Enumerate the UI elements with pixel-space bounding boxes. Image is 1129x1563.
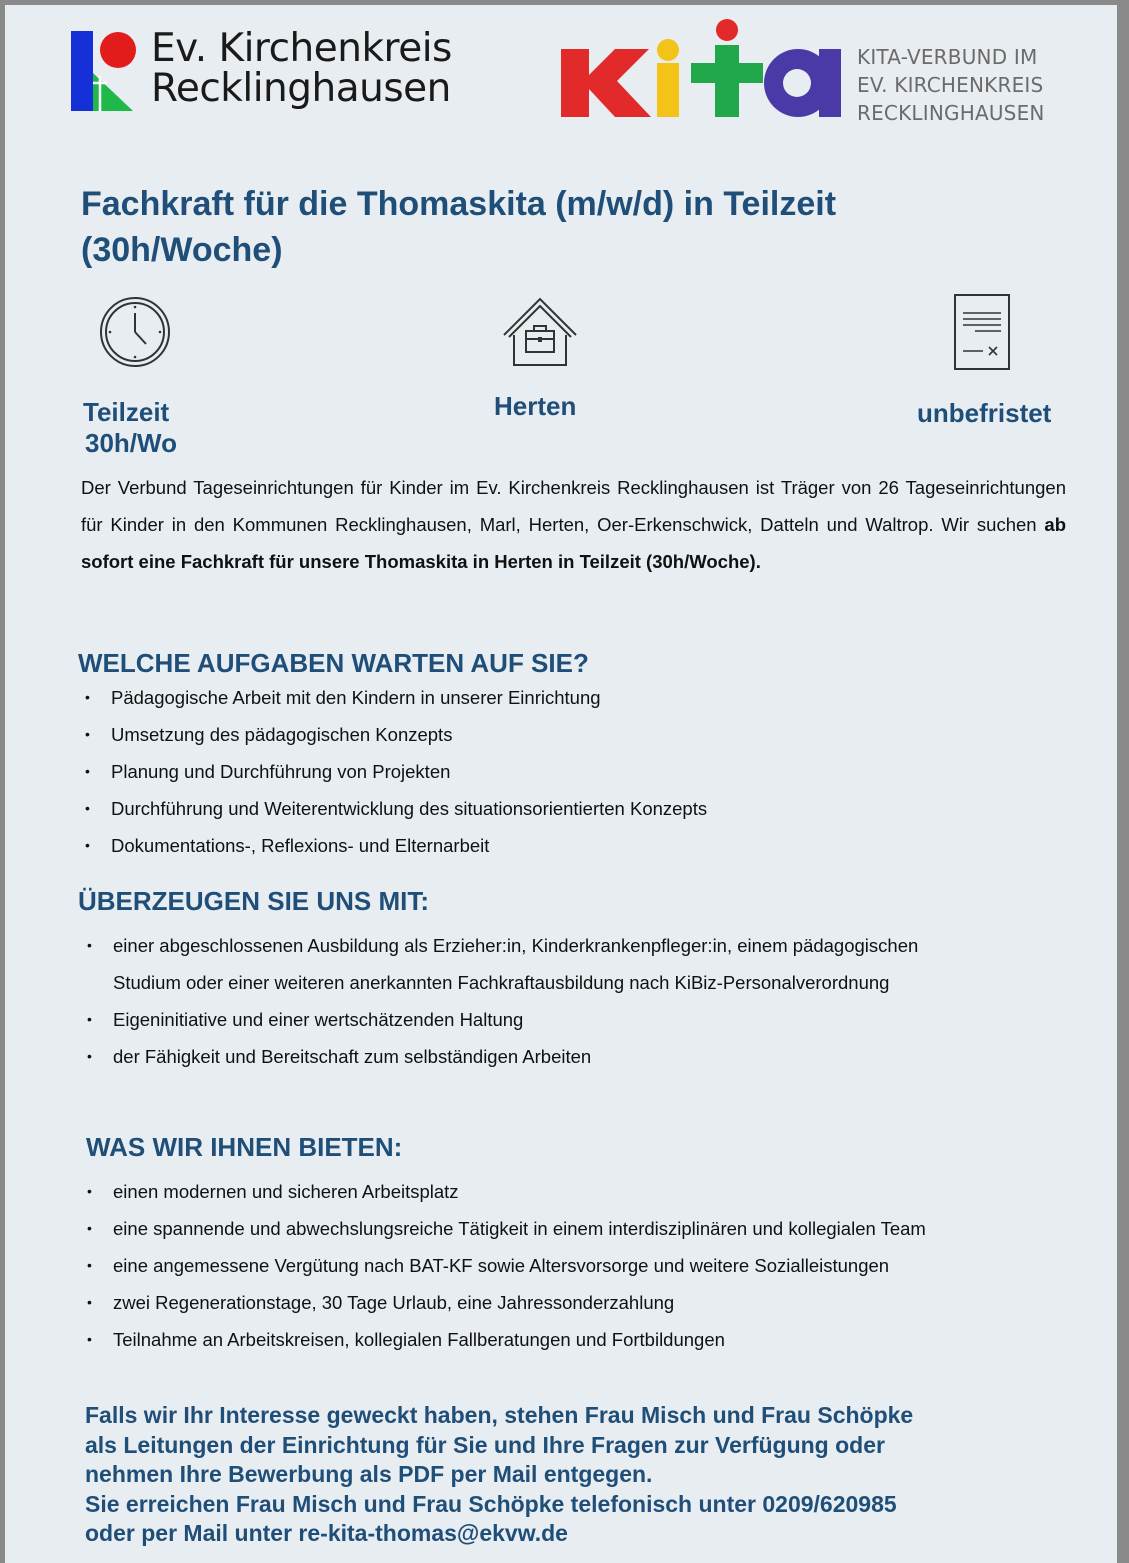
section-heading-tasks: WELCHE AUFGABEN WARTEN AUF SIE? <box>78 648 589 678</box>
intro-text: Der Verbund Tageseinrichtungen für Kinder im Ev. Kirchenkreis Recklinghausen ist Träger von 26 Tageseinrichtungen für Kinder in den Kommunen Recklinghausen, Marl, Herten, Oer-Erkenschwick, Datteln und Waltrop. Wir suchen <box>81 477 1066 535</box>
list-item: • Planung und Durchführung von Projekten <box>81 753 1081 790</box>
feature-location: Herten <box>494 391 577 421</box>
list-item: • Teilnahme an Arbeitskreisen, kollegialen Fallberatungen und Fortbildungen <box>83 1321 1103 1358</box>
intro-paragraph <box>81 469 1066 580</box>
list-item: • der Fähigkeit und Bereitschaft zum selbständigen Arbeiten <box>83 1038 943 1075</box>
list-item: • eine spannende und abwechslungsreiche Tätigkeit in einem interdisziplinären und kollegialen Team <box>83 1210 1103 1247</box>
section-heading-requirements: ÜBERZEUGEN SIE UNS MIT: <box>78 886 430 916</box>
kita-verbund-text: KITA-VERBUND IM EV. KIRCHENKREIS RECKLINGHAUSEN <box>857 45 1045 125</box>
closing-contact-text: Falls wir Ihr Interesse geweckt haben, stehen Frau Misch und Frau Schöpke als Leitungen der Einrichtung für Sie und Ihre Fragen zur Verfügung oder nehmen Ihre Bewerbung als PDF per Mail entgegen. Sie erreichen Frau Misch und Frau Schöpke telefonisch unter 0209/620985 oder per Mail unter re-kita-thomas@ekvw.de <box>85 1402 914 1546</box>
list-item: • Pädagogische Arbeit mit den Kindern in unserer Einrichtung <box>81 679 1081 716</box>
list-item: • Umsetzung des pädagogischen Konzepts <box>81 716 1081 753</box>
kita-verbund-logo <box>557 17 1077 127</box>
kirchenkreis-logo-text: Ev. Kirchenkreis Recklinghausen <box>151 26 452 111</box>
list-item: • Dokumentations-, Reflexions- und Elternarbeit <box>81 827 1081 864</box>
clock-icon <box>98 295 172 374</box>
list-item: • Eigeninitiative und einer wertschätzenden Haltung <box>83 1001 943 1038</box>
intro-highlight: ab sofort eine Fachkraft für unsere Thomaskita in Herten in Teilzeit (30h/Woche). <box>81 514 1066 572</box>
house-briefcase-icon <box>501 295 579 376</box>
feature-contract: unbefristet <box>917 398 1052 428</box>
kirchenkreis-logo <box>71 27 471 123</box>
list-item: • eine angemessene Vergütung nach BAT-KF sowie Altersvorsorge und weitere Sozialleistungen <box>83 1247 1103 1284</box>
contract-icon <box>953 293 1013 378</box>
kirchenkreis-logo-mark <box>71 31 137 117</box>
feature-hours: Teilzeit 30h/Wo <box>83 397 177 458</box>
list-item: • Durchführung und Weiterentwicklung des situationsorientierten Konzepts <box>81 790 1081 827</box>
page-title: Fachkraft für die Thomaskita (m/w/d) in Teilzeit (30h/Woche) <box>81 185 837 269</box>
list-item: • einen modernen und sicheren Arbeitsplatz <box>83 1173 1103 1210</box>
list-item: • einer abgeschlossenen Ausbildung als Erzieher:in, Kinderkrankenpfleger:in, einem pädagogischen Studium oder einer weiteren anerkannten Fachkraftausbildung nach KiBiz-Personalverordnung <box>83 927 943 1001</box>
job-posting-page <box>5 5 1117 1563</box>
section-heading-offer: WAS WIR IHNEN BIETEN: <box>86 1132 403 1162</box>
offer-list <box>83 1173 1103 1358</box>
kita-wordmark-logo <box>557 17 847 121</box>
requirements-list <box>83 927 943 1075</box>
list-item: • zwei Regenerationstage, 30 Tage Urlaub, eine Jahressonderzahlung <box>83 1284 1103 1321</box>
tasks-list <box>81 679 1081 864</box>
